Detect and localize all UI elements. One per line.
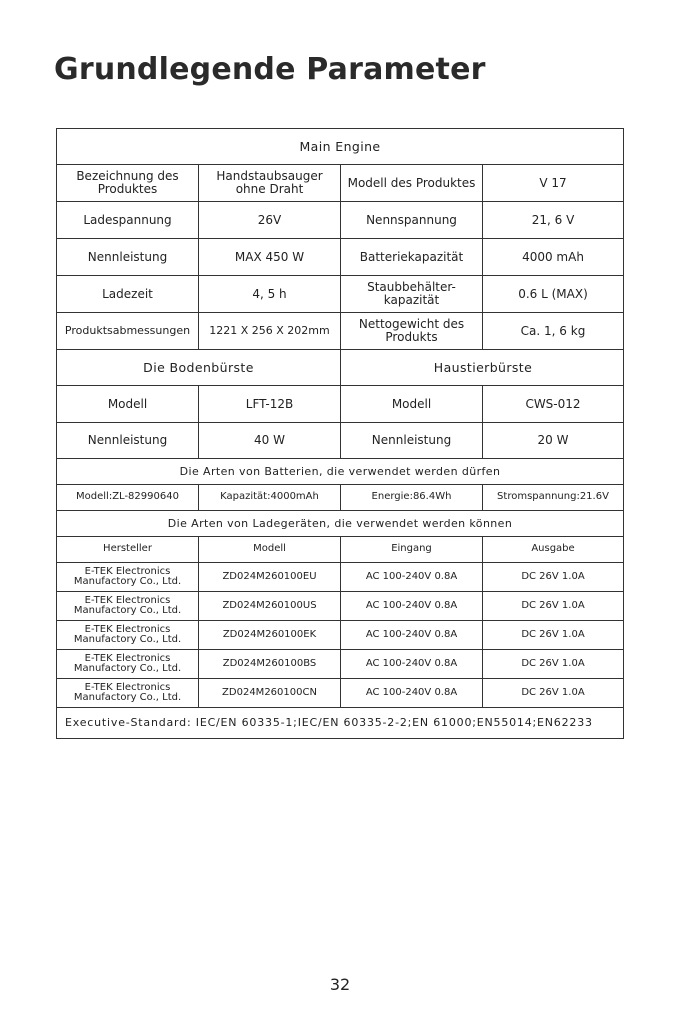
executive-standard: Executive-Standard: IEC/EN 60335-1;IEC/EN 60335-2-2;EN 61000;EN55014;EN62233 [65, 716, 593, 730]
table-cell: Ladezeit [57, 276, 199, 312]
table-cell: Ca. 1, 6 kg [520, 323, 586, 338]
table-cell: Energie:86.4Wh [341, 485, 483, 510]
table-row [57, 276, 623, 313]
section-header-chargers [57, 511, 623, 537]
table-cell: Nennspannung [341, 202, 483, 238]
table-cell: Modell:ZL-82990640 [57, 485, 199, 510]
table-cell: Nennleistung [57, 239, 199, 275]
table-cell: E-TEK Electronics Manufactory Co., Ltd. [57, 563, 199, 591]
table-cell: 21, 6 V [531, 212, 575, 227]
table-cell: Handstaubsauger ohne Draht [199, 165, 341, 201]
section-header-main-engine [57, 129, 623, 165]
column-header: Hersteller [57, 537, 199, 562]
table-cell: Nennleistung [57, 423, 199, 458]
table-cell: Bezeichnung des Produktes [57, 165, 199, 201]
table-row [57, 239, 623, 276]
table-row [57, 650, 623, 679]
table-cell: ZD024M260100EK [199, 621, 341, 649]
table-cell: DC 26V 1.0A [521, 599, 585, 611]
table-cell: ZD024M260100BS [199, 650, 341, 678]
section-header-brushes [57, 350, 623, 386]
table-row [57, 485, 623, 511]
table-cell: Stromspannung:21.6V [497, 491, 609, 503]
pet-brush-header: Haustierbürste [433, 359, 533, 375]
table-row [57, 202, 623, 239]
table-header-row [57, 537, 623, 563]
table-row [57, 592, 623, 621]
table-row [57, 621, 623, 650]
table-cell: AC 100-240V 0.8A [341, 621, 483, 649]
table-cell: Ladespannung [57, 202, 199, 238]
table-cell: E-TEK Electronics Manufactory Co., Ltd. [57, 592, 199, 620]
table-cell: 4, 5 h [199, 276, 341, 312]
table-cell: DC 26V 1.0A [521, 570, 585, 582]
table-cell: Modell [57, 386, 199, 422]
batteries-header: Die Arten von Batterien, die verwendet werden dürfen [179, 464, 501, 478]
table-cell: AC 100-240V 0.8A [341, 650, 483, 678]
table-row [57, 165, 623, 202]
table-cell: 4000 mAh [522, 249, 584, 264]
spec-table [56, 128, 624, 739]
table-cell: Nettogewicht des Produkts [341, 313, 483, 349]
section-header-batteries [57, 459, 623, 485]
table-cell: V 17 [539, 175, 567, 190]
table-cell: Kapazität:4000mAh [199, 485, 341, 510]
table-cell: 0.6 L (MAX) [518, 286, 588, 301]
table-cell: CWS-012 [525, 396, 581, 411]
table-row [57, 563, 623, 592]
table-cell: Staubbehälter-kapazität [341, 276, 483, 312]
table-cell: Batteriekapazität [341, 239, 483, 275]
table-cell: AC 100-240V 0.8A [341, 592, 483, 620]
page-number: 32 [329, 975, 351, 994]
table-row [57, 386, 623, 423]
table-cell: Produktsabmessungen [57, 313, 199, 349]
table-cell: Nennleistung [341, 423, 483, 458]
table-row [57, 423, 623, 459]
table-cell: 1221 X 256 X 202mm [199, 313, 341, 349]
table-cell: AC 100-240V 0.8A [341, 563, 483, 591]
chargers-header: Die Arten von Ladegeräten, die verwendet werden können [167, 516, 513, 530]
column-header: Modell [199, 537, 341, 562]
table-cell: 20 W [537, 433, 569, 448]
column-header: Eingang [341, 537, 483, 562]
table-cell: E-TEK Electronics Manufactory Co., Ltd. [57, 650, 199, 678]
table-cell: Modell [341, 386, 483, 422]
table-cell: MAX 450 W [199, 239, 341, 275]
page-title: Grundlegende Parameter [54, 52, 486, 87]
table-cell: DC 26V 1.0A [521, 628, 585, 640]
main-engine-header: Main Engine [299, 138, 381, 154]
table-cell: ZD024M260100EU [199, 563, 341, 591]
floor-brush-header: Die Bodenbürste [57, 350, 341, 385]
table-cell: LFT-12B [199, 386, 341, 422]
table-cell: 26V [199, 202, 341, 238]
table-cell: Modell des Produktes [341, 165, 483, 201]
standard-row [57, 708, 623, 738]
table-cell: AC 100-240V 0.8A [341, 679, 483, 707]
table-cell: DC 26V 1.0A [521, 657, 585, 669]
table-row [57, 313, 623, 350]
table-cell: DC 26V 1.0A [521, 686, 585, 698]
table-cell: ZD024M260100CN [199, 679, 341, 707]
column-header: Ausgabe [531, 543, 575, 555]
table-row [57, 679, 623, 708]
table-cell: E-TEK Electronics Manufactory Co., Ltd. [57, 679, 199, 707]
table-cell: ZD024M260100US [199, 592, 341, 620]
table-cell: E-TEK Electronics Manufactory Co., Ltd. [57, 621, 199, 649]
table-cell: 40 W [199, 423, 341, 458]
